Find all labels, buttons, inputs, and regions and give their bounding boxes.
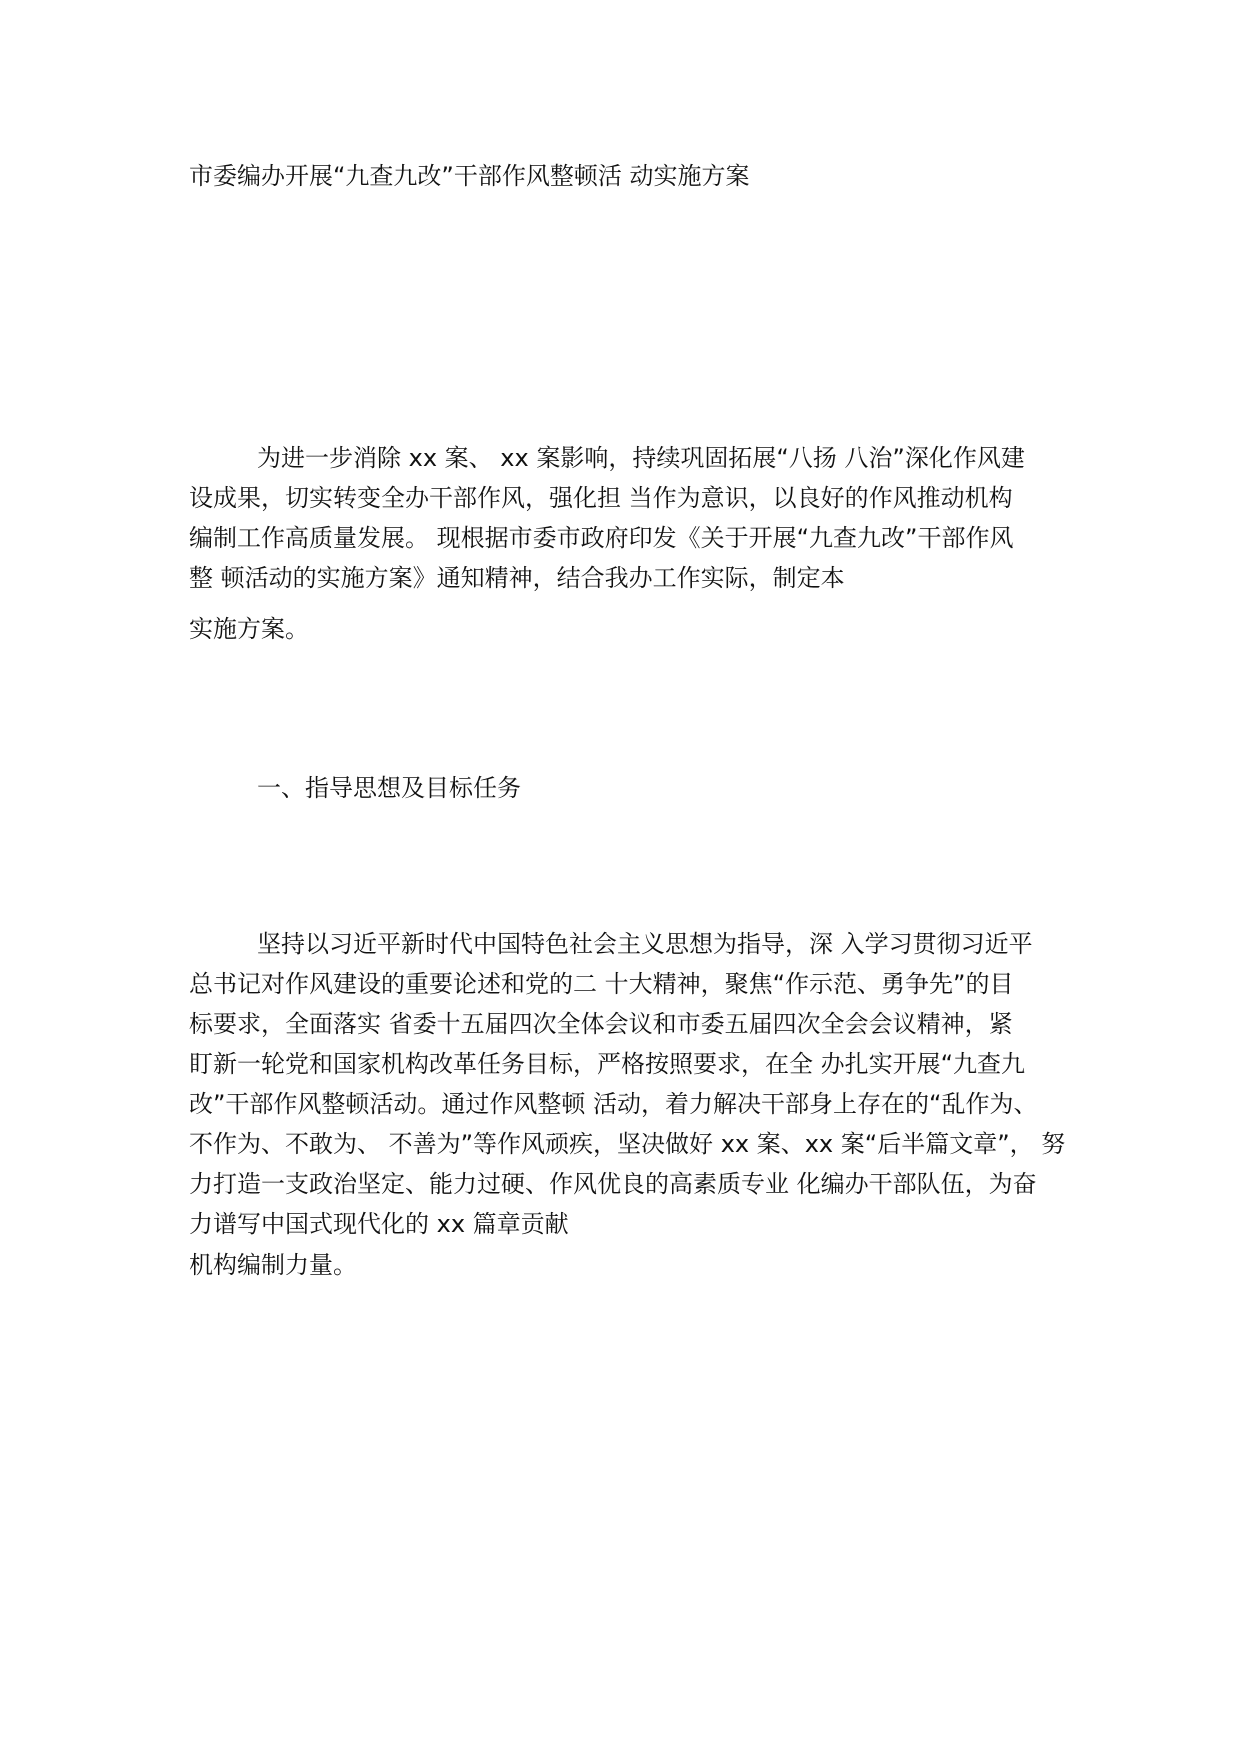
paragraph-guiding-ideology [189, 924, 1069, 1244]
paragraph-line: 坚持以习近平新时代中国特色社会主义思想为指导，深 入学习贯彻习近平 [257, 930, 1033, 958]
paragraph-line: 设成果，切实转变全办干部作风，强化担 当作为意识，以良好的作风推动机构 [189, 484, 1013, 512]
paragraph-line: 力谱写中国式现代化的 xx 篇章贡献 [189, 1210, 569, 1238]
paragraph-line: 整 顿活动的实施方案》通知精神，结合我办工作实际，制定本 [189, 564, 845, 592]
document-title: 市委编办开展“九查九改”干部作风整顿活 动实施方案 [189, 162, 750, 190]
paragraph-intro [189, 438, 1069, 598]
section-heading-guiding-ideology: 一、指导思想及目标任务 [257, 774, 521, 802]
paragraph-intro-tail: 实施方案。 [189, 615, 309, 643]
paragraph-line: 为进一步消除 xx 案、 xx 案影响，持续巩固拓展“八扬 八治”深化作风建 [257, 444, 1025, 472]
paragraph-line: 总书记对作风建设的重要论述和党的二 十大精神，聚焦“作示范、勇争先”的目 [189, 970, 1014, 998]
paragraph-line: 编制工作高质量发展。 现根据市委市政府印发《关于开展“九查九改”干部作风 [189, 524, 1014, 552]
paragraph-line: 改”干部作风整顿活动。通过作风整顿 活动，着力解决干部身上存在的“乱作为、 [189, 1090, 1038, 1118]
paragraph-guiding-ideology-tail: 机构编制力量。 [189, 1251, 357, 1279]
paragraph-line: 力打造一支政治坚定、能力过硬、作风优良的高素质专业 化编办干部队伍，为奋 [189, 1170, 1037, 1198]
paragraph-line: 标要求，全面落实 省委十五届四次全体会议和市委五届四次全会会议精神，紧 [189, 1010, 1013, 1038]
paragraph-line: 不作为、不敢为、 不善为”等作风顽疾，坚决做好 xx 案、xx 案“后半篇文章”， 努 [189, 1130, 1066, 1158]
paragraph-line: 盯新一轮党和国家机构改革任务目标，严格按照要求，在全 办扎实开展“九查九 [189, 1050, 1026, 1078]
